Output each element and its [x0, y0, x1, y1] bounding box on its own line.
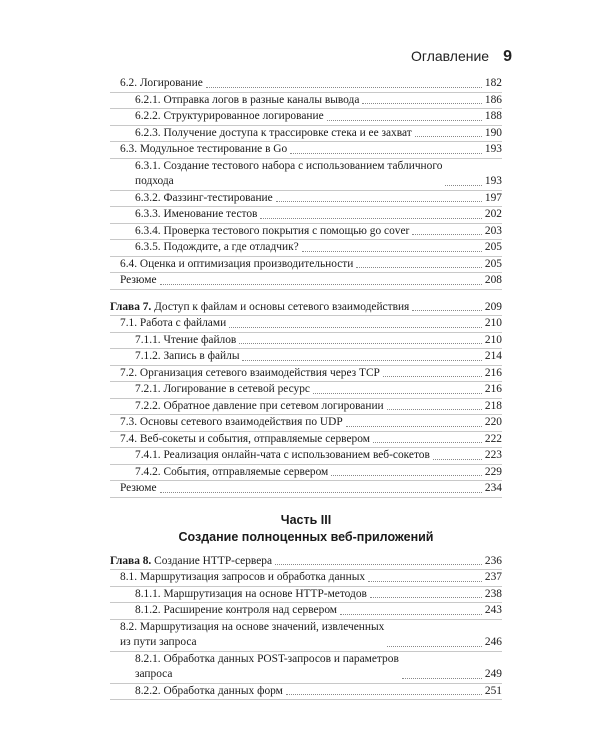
chapter-page: 236: [484, 554, 502, 567]
dot-leader: [415, 136, 482, 137]
toc-entry-title: 8.1. Маршрутизация запросов и обработка данных: [120, 571, 366, 583]
toc-entry[interactable]: [110, 570, 502, 587]
toc-entry-page: 205: [484, 241, 502, 253]
dot-leader: [276, 201, 482, 202]
toc-section-chapter8: [110, 570, 502, 700]
toc-entry-title: 8.2. Маршрутизация на основе значений, извлеченных из пути запроса: [120, 620, 385, 648]
dot-leader: [433, 459, 482, 460]
part-label: Часть III: [280, 512, 332, 527]
table-of-contents: [110, 76, 502, 700]
dot-leader: [313, 393, 482, 394]
dot-leader: [327, 120, 482, 121]
dot-leader: [370, 597, 482, 598]
toc-entry-title: 6.3.3. Именование тестов: [135, 208, 258, 220]
toc-entry-page: 220: [484, 416, 502, 428]
toc-entry-title: 7.3. Основы сетевого взаимодействия по UDP: [120, 416, 343, 428]
toc-chapter-7[interactable]: [110, 300, 502, 317]
toc-entry-page: 218: [484, 399, 502, 412]
chapter-page: 209: [484, 300, 502, 313]
toc-entry-page: 186: [484, 93, 502, 106]
toc-entry[interactable]: [110, 399, 502, 416]
toc-entry[interactable]: [110, 109, 502, 126]
toc-entry[interactable]: [110, 76, 502, 93]
dot-leader: [387, 409, 482, 410]
toc-entry[interactable]: [110, 273, 502, 290]
dot-leader: [229, 327, 482, 328]
toc-entry[interactable]: [110, 240, 502, 257]
toc-entry-title: 6.3.4. Проверка тестового покрытия с помощью go cover: [135, 224, 410, 237]
toc-entry-title: 7.1. Работа с файлами: [120, 317, 227, 329]
toc-section-chapter7: [110, 316, 502, 498]
toc-entry[interactable]: [110, 349, 502, 366]
toc-entry-page: 216: [484, 366, 502, 379]
toc-entry-title: 6.3.1. Создание тестового набора с использованием табличного подхода: [135, 159, 443, 187]
toc-entry-page: 229: [484, 465, 502, 478]
toc-entry-page: 238: [484, 587, 502, 600]
dot-leader: [402, 678, 482, 679]
dot-leader: [445, 185, 481, 186]
toc-entry-page: 202: [484, 208, 502, 220]
toc-entry-title: Резюме: [120, 274, 157, 286]
toc-entry-page: 222: [484, 432, 502, 445]
toc-entry[interactable]: [110, 257, 502, 274]
toc-entry[interactable]: [110, 415, 502, 432]
toc-entry-page: 205: [484, 257, 502, 270]
toc-entry-title: 7.2. Организация сетевого взаимодействия через TCP: [120, 366, 380, 379]
toc-entry[interactable]: [110, 465, 502, 482]
dot-leader: [387, 646, 482, 647]
toc-entry[interactable]: [110, 316, 502, 333]
toc-entry-title: 7.4.1. Реализация онлайн-чата с использованием веб-сокетов: [135, 449, 430, 461]
toc-entry-page: 193: [484, 175, 502, 187]
dot-leader: [206, 87, 482, 88]
part-title: Создание полноценных веб-приложений: [178, 529, 434, 544]
toc-entry-title: 6.2. Логирование: [120, 77, 203, 89]
toc-entry-title: 7.2.2. Обратное давление при сетевом логировании: [135, 399, 384, 412]
toc-entry-page: 237: [484, 571, 502, 583]
toc-entry-page: 214: [484, 350, 502, 362]
toc-entry[interactable]: [110, 333, 502, 350]
toc-entry-title: 6.4. Оценка и оптимизация производительности: [120, 257, 354, 270]
toc-entry-title: 6.3.2. Фаззинг-тестирование: [135, 191, 273, 204]
toc-entry[interactable]: [110, 603, 502, 620]
toc-section-chapter6: [110, 76, 502, 290]
toc-entry[interactable]: [110, 448, 502, 465]
toc-entry-page: 197: [484, 191, 502, 204]
dot-leader: [383, 376, 482, 377]
toc-entry-page: 182: [484, 77, 502, 89]
toc-entry-title: 7.4.2. События, отправляемые сервером: [135, 465, 329, 478]
toc-entry[interactable]: [110, 382, 502, 399]
dot-leader: [290, 153, 482, 154]
toc-entry-title: 6.3.5. Подождите, а где отладчик?: [135, 241, 299, 253]
chapter-title: Создание HTTP-сервера: [151, 554, 273, 567]
dot-leader: [412, 234, 482, 235]
toc-entry-title: 6.2.2. Структурированное логирование: [135, 110, 324, 122]
toc-entry-title: 6.3. Модульное тестирование в Go: [120, 143, 288, 155]
toc-entry[interactable]: [110, 142, 502, 159]
toc-entry[interactable]: [110, 481, 502, 498]
dot-leader: [356, 267, 482, 268]
toc-entry-page: 193: [484, 143, 502, 155]
running-header: [411, 48, 512, 66]
dot-leader: [275, 564, 482, 565]
toc-entry[interactable]: [110, 159, 502, 191]
chapter-title: Доступ к файлам и основы сетевого взаимодействия: [151, 300, 410, 313]
toc-entry-page: 246: [484, 636, 502, 648]
dot-leader: [373, 442, 482, 443]
toc-entry[interactable]: [110, 191, 502, 208]
toc-entry[interactable]: [110, 620, 502, 652]
toc-entry-page: 210: [484, 317, 502, 329]
toc-entry-page: 223: [484, 449, 502, 461]
toc-entry-title: 8.2.2. Обработка данных форм: [135, 684, 283, 697]
dot-leader: [242, 360, 481, 361]
page-number: 9: [503, 48, 512, 65]
dot-leader: [239, 343, 482, 344]
toc-entry-page: 210: [484, 333, 502, 346]
dot-leader: [286, 694, 482, 695]
dot-leader: [160, 284, 482, 285]
toc-entry[interactable]: [110, 93, 502, 110]
toc-entry-title: 7.1.1. Чтение файлов: [135, 333, 237, 346]
header-title: Оглавление: [411, 48, 490, 64]
toc-entry-page: 234: [484, 482, 502, 494]
toc-entry-title: 8.2.1. Обработка данных POST-запросов и параметров запроса: [135, 652, 399, 680]
toc-entry-title: 7.1.2. Запись в файлы: [135, 350, 240, 362]
toc-entry[interactable]: [110, 652, 502, 684]
toc-entry-title: 7.4. Веб-сокеты и события, отправляемые сервером: [120, 432, 370, 445]
dot-leader: [302, 251, 482, 252]
dot-leader: [362, 103, 482, 104]
toc-entry[interactable]: [110, 207, 502, 224]
dot-leader: [331, 475, 482, 476]
toc-entry[interactable]: [110, 366, 502, 383]
toc-entry[interactable]: [110, 126, 502, 143]
toc-entry-page: 188: [484, 110, 502, 122]
toc-entry-title: 8.1.2. Расширение контроля над сервером: [135, 604, 337, 616]
toc-entry-page: 208: [484, 274, 502, 286]
dot-leader: [260, 218, 481, 219]
toc-entry-title: 8.1.1. Маршрутизация на основе HTTP-методов: [135, 587, 367, 600]
chapter-label: Глава 8.: [110, 554, 152, 567]
toc-entry[interactable]: [110, 684, 502, 701]
toc-entry-page: 249: [484, 668, 502, 680]
dot-leader: [368, 581, 482, 582]
toc-entry-page: 216: [484, 383, 502, 395]
dot-leader: [340, 614, 482, 615]
toc-entry-page: 251: [484, 684, 502, 697]
toc-chapter-8[interactable]: [110, 554, 502, 571]
toc-entry[interactable]: [110, 224, 502, 241]
toc-entry-page: 190: [484, 126, 502, 139]
toc-entry[interactable]: [110, 587, 502, 604]
chapter-label: Глава 7.: [110, 300, 152, 313]
dot-leader: [160, 492, 482, 493]
dot-leader: [412, 310, 482, 311]
dot-leader: [346, 426, 482, 427]
toc-entry-page: 243: [484, 604, 502, 616]
part-heading: [110, 512, 502, 546]
toc-entry-page: 203: [484, 224, 502, 237]
toc-entry-title: 7.2.1. Логирование в сетевой ресурс: [135, 383, 310, 395]
toc-entry-title: 6.2.1. Отправка логов в разные каналы вывода: [135, 93, 360, 106]
toc-entry[interactable]: [110, 432, 502, 449]
toc-entry-title: 6.2.3. Получение доступа к трассировке стека и ее захват: [135, 126, 412, 139]
toc-entry-title: Резюме: [120, 482, 157, 494]
